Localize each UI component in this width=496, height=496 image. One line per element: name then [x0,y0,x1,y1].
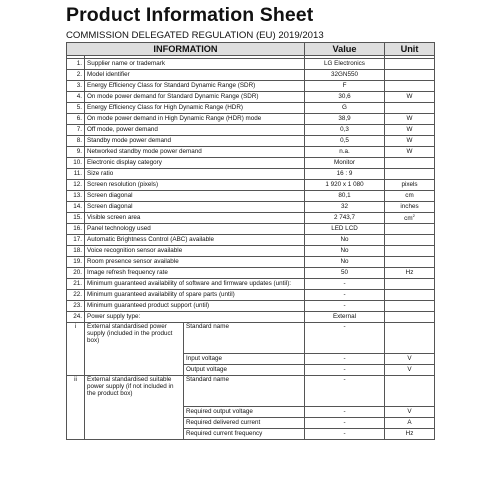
row-number: 22. [67,290,85,301]
row-number: 24. [67,312,85,323]
power-supply-item-value: - [305,429,385,440]
row-unit: Hz [385,268,435,279]
table-row [67,158,435,169]
table-row [67,279,435,290]
row-label: Automatic Brightness Control (ABC) available [85,235,305,246]
row-value: G [305,103,385,114]
power-supply-number: i [67,323,85,376]
table-body [67,56,435,440]
row-number: 4. [67,92,85,103]
table-row [67,202,435,213]
power-supply-description: External standardised suitable power supply (if not included in the product box) [85,376,184,440]
row-unit [385,257,435,268]
power-supply-description: External standardised power supply (included in the product box) [85,323,184,376]
power-supply-item-value: - [305,323,385,354]
power-supply-item-unit: V [385,354,435,365]
table-row [67,235,435,246]
row-label: Minimum guaranteed availability of software and firmware updates (until): [85,279,305,290]
header-value: Value [305,43,385,56]
row-label: Image refresh frequency rate [85,268,305,279]
row-label: Networked standby mode power demand [85,147,305,158]
power-supply-row [67,323,435,354]
table-row [67,290,435,301]
row-number: 3. [67,81,85,92]
table-row [67,59,435,70]
row-number: 1. [67,59,85,70]
table-row [67,92,435,103]
power-supply-item-label: Input voltage [184,354,305,365]
row-number: 18. [67,246,85,257]
row-number: 6. [67,114,85,125]
row-value: 16 : 9 [305,169,385,180]
row-unit [385,70,435,81]
row-unit [385,81,435,92]
row-unit [385,290,435,301]
table-row [67,246,435,257]
row-label: Energy Efficiency Class for High Dynamic Range (HDR) [85,103,305,114]
power-supply-item-label: Standard name [184,323,305,354]
row-value: - [305,279,385,290]
row-label: Visible screen area [85,213,305,224]
row-number: 19. [67,257,85,268]
page-title: Product Information Sheet [66,4,314,26]
row-number: 11. [67,169,85,180]
row-label: Standby mode power demand [85,136,305,147]
table-row [67,103,435,114]
row-label: On mode power demand in High Dynamic Range (HDR) mode [85,114,305,125]
row-unit: W [385,92,435,103]
row-value: No [305,235,385,246]
row-number: 17. [67,235,85,246]
row-value: LED LCD [305,224,385,235]
row-unit [385,301,435,312]
row-unit: W [385,147,435,158]
row-label: Panel technology used [85,224,305,235]
row-unit [385,279,435,290]
row-number: 16. [67,224,85,235]
power-supply-number: ii [67,376,85,440]
row-value: No [305,246,385,257]
table-header-row [67,43,435,56]
row-label: Size ratio [85,169,305,180]
power-supply-item-unit: V [385,365,435,376]
information-table [66,42,435,440]
table-row [67,114,435,125]
row-value: 30,6 [305,92,385,103]
row-value: F [305,81,385,92]
regulation-subtitle: COMMISSION DELEGATED REGULATION (EU) 2019/2013 [66,30,324,41]
unit-superscript: 2 [412,212,415,218]
row-value: 50 [305,268,385,279]
table-row [67,213,435,224]
row-unit: pixels [385,180,435,191]
unit-base: cm [404,214,413,222]
row-value: Monitor [305,158,385,169]
power-supply-item-unit: V [385,407,435,418]
power-supply-row [67,376,435,407]
row-number: 14. [67,202,85,213]
row-unit: inches [385,202,435,213]
row-unit [385,213,435,224]
row-unit [385,59,435,70]
table-row [67,301,435,312]
table-row [67,312,435,323]
row-label: Minimum guaranteed product support (until) [85,301,305,312]
row-unit: W [385,114,435,125]
row-value: 32 [305,202,385,213]
row-value: No [305,257,385,268]
row-label: Room presence sensor available [85,257,305,268]
power-supply-item-value: - [305,418,385,429]
row-number: 10. [67,158,85,169]
row-value: 38,9 [305,114,385,125]
row-label: Power supply type: [85,312,305,323]
power-supply-item-value: - [305,407,385,418]
table-row [67,180,435,191]
row-value: - [305,301,385,312]
power-supply-item-label: Standard name [184,376,305,407]
row-value: 0,5 [305,136,385,147]
power-supply-item-unit [385,323,435,354]
row-unit [385,158,435,169]
table-row [67,81,435,92]
row-unit [385,169,435,180]
power-supply-item-value: - [305,354,385,365]
row-unit [385,103,435,114]
row-value: - [305,290,385,301]
row-unit [385,224,435,235]
row-label: Energy Efficiency Class for Standard Dynamic Range (SDR) [85,81,305,92]
row-unit: W [385,136,435,147]
power-supply-item-value: - [305,365,385,376]
row-value: 0,3 [305,125,385,136]
row-number: 23. [67,301,85,312]
row-value: 1 920 x 1 080 [305,180,385,191]
row-number: 12. [67,180,85,191]
table-row [67,257,435,268]
row-label: Screen diagonal [85,202,305,213]
header-information: INFORMATION [67,43,305,56]
row-value: n.a. [305,147,385,158]
row-number: 20. [67,268,85,279]
row-label: Screen diagonal [85,191,305,202]
table-row [67,147,435,158]
power-supply-item-unit: Hz [385,429,435,440]
table-row [67,70,435,81]
power-supply-item-value: - [305,376,385,407]
row-value: 80,1 [305,191,385,202]
power-supply-item-label: Required output voltage [184,407,305,418]
row-unit: W [385,125,435,136]
row-label: On mode power demand for Standard Dynamic Range (SDR) [85,92,305,103]
table-row [67,136,435,147]
row-label: Screen resolution (pixels) [85,180,305,191]
row-number: 9. [67,147,85,158]
table-row [67,191,435,202]
row-value: LG Electronics [305,59,385,70]
power-supply-item-label: Required current frequency [184,429,305,440]
row-number: 13. [67,191,85,202]
row-number: 7. [67,125,85,136]
row-number: 5. [67,103,85,114]
row-value: 32GN550 [305,70,385,81]
row-label: Minimum guaranteed availability of spare parts (until) [85,290,305,301]
table-row [67,125,435,136]
header-unit: Unit [385,43,435,56]
row-label: Model identifier [85,70,305,81]
table-row [67,169,435,180]
row-number: 8. [67,136,85,147]
row-number: 21. [67,279,85,290]
row-label: Electronic display category [85,158,305,169]
power-supply-item-unit [385,376,435,407]
row-number: 15. [67,213,85,224]
row-unit [385,246,435,257]
table-row [67,268,435,279]
power-supply-item-unit: A [385,418,435,429]
row-number: 2. [67,70,85,81]
row-unit: cm [385,191,435,202]
power-supply-item-label: Required delivered current [184,418,305,429]
row-label: Supplier name or trademark [85,59,305,70]
row-unit [385,312,435,323]
row-value: 2 743,7 [305,213,385,224]
power-supply-item-label: Output voltage [184,365,305,376]
table-row [67,224,435,235]
row-unit [385,235,435,246]
row-value: External [305,312,385,323]
row-label: Off mode, power demand [85,125,305,136]
row-label: Voice recognition sensor available [85,246,305,257]
